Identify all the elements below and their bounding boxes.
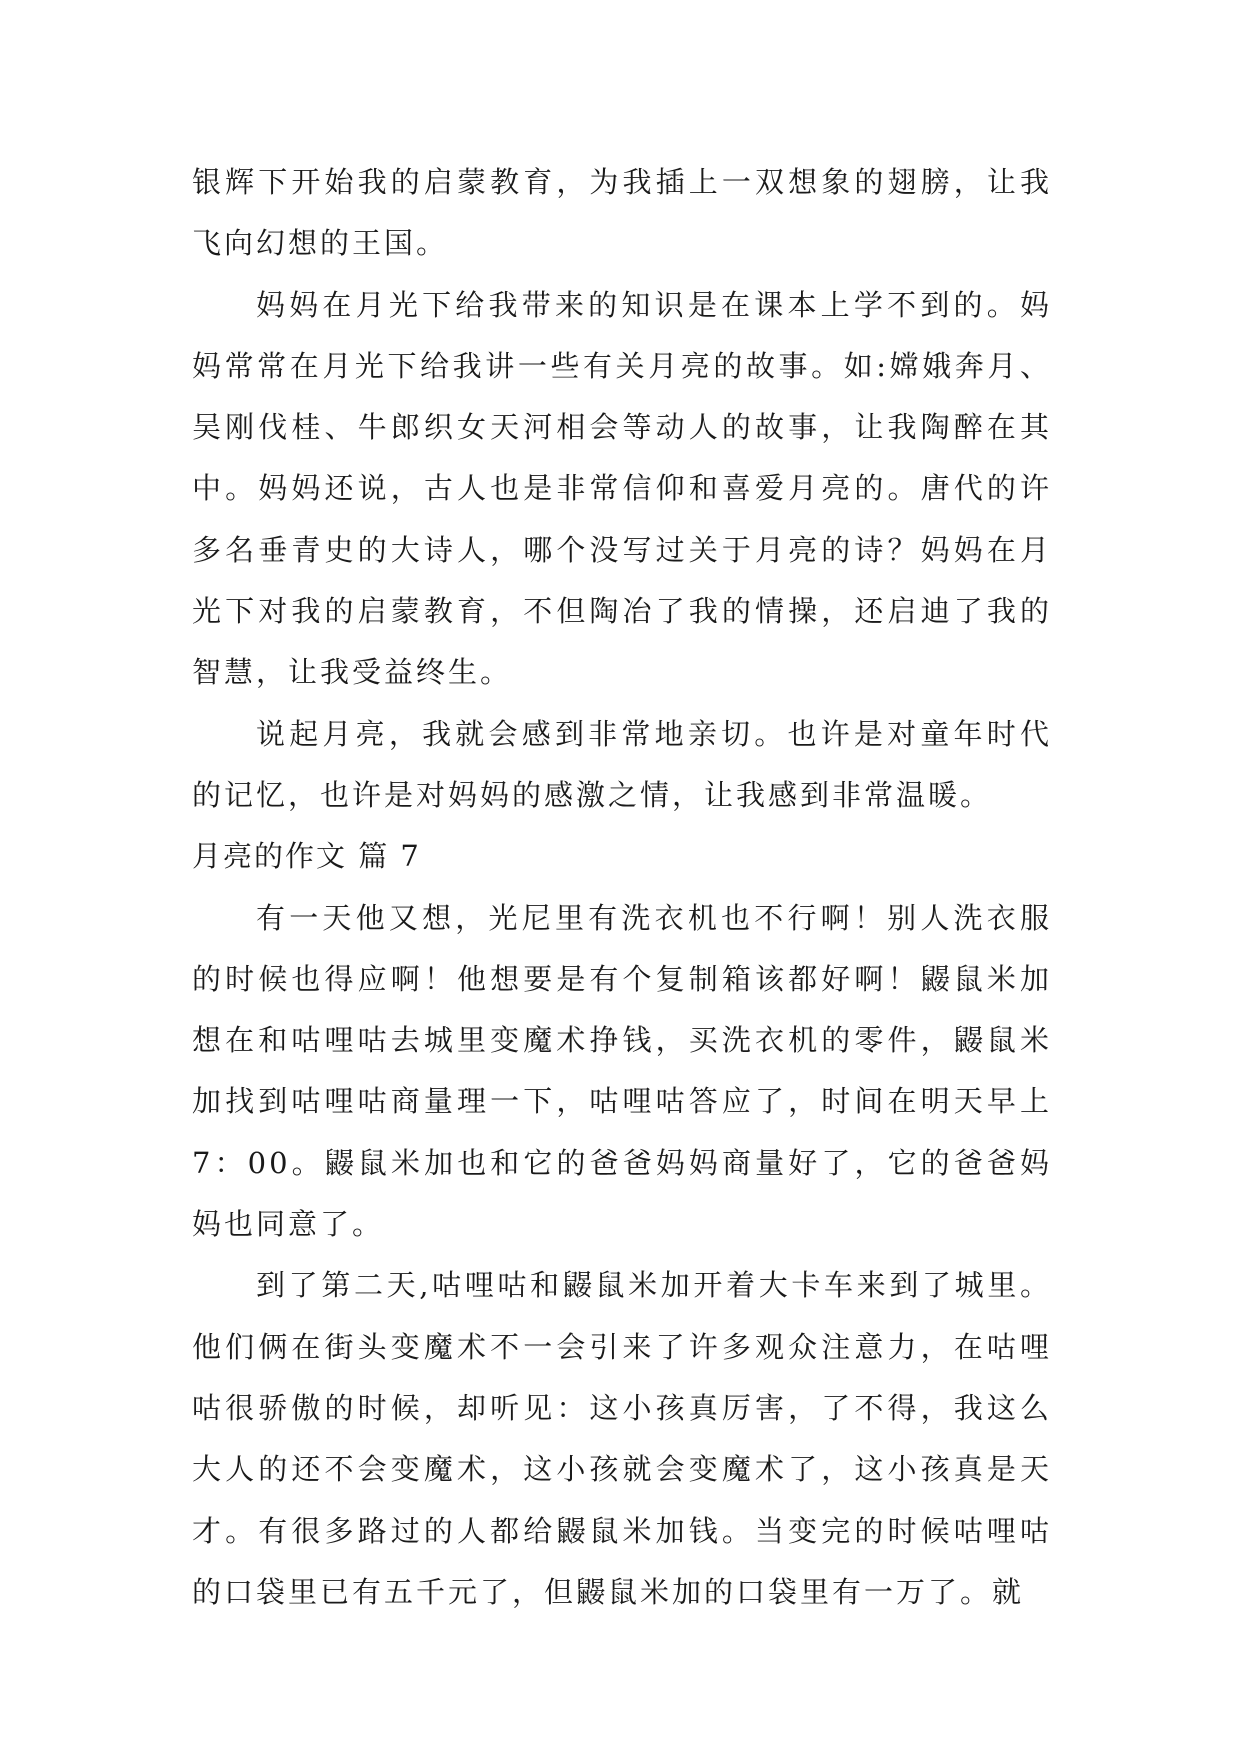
paragraph: 有一天他又想，光尼里有洗衣机也不行啊！别人洗衣服的时候也得应啊！他想要是有个复制箱该都好啊！鼹鼠米加想在和咕哩咕去城里变魔术挣钱，买洗衣机的零件，鼹鼠米加找到咕哩咕商量理一下，咕哩咕答应了，时间在明天早上 7：00。鼹鼠米加也和它的爸爸妈妈商量好了，它的爸爸妈妈也同意了。	[192, 900, 1052, 1242]
paragraph: 妈妈在月光下给我带来的知识是在课本上学不到的。妈妈常常在月光下给我讲一些有关月亮的故事。如:嫦娥奔月、吴刚伐桂、牛郎织女天河相会等动人的故事，让我陶醉在其中。妈妈还说，古人也是非常信仰和喜爱月亮的。唐代的许多名垂青史的大诗人，哪个没写过关于月亮的诗？妈妈在月光下对我的启蒙教育，不但陶冶了我的情操，还启迪了我的智慧，让我受益终生。	[192, 287, 1052, 690]
section-heading: 月亮的作文 篇 7	[192, 839, 421, 874]
paragraph: 银辉下开始我的启蒙教育，为我插上一双想象的翅膀，让我飞向幻想的王国。	[192, 165, 1052, 261]
paragraph: 到了第二天,咕哩咕和鼹鼠米加开着大卡车来到了城里。他们俩在街头变魔术不一会引来了许多观众注意力，在咕哩咕很骄傲的时候，却听见：这小孩真厉害，了不得，我这么大人的还不会变魔术，这小孩就会变魔术了，这小孩真是天才。有很多路过的人都给鼹鼠米加钱。当变完的时候咕哩咕的口袋里已有五千元了，但鼹鼠米加的口袋里有一万了。就	[192, 1268, 1052, 1609]
paragraph: 说起月亮，我就会感到非常地亲切。也许是对童年时代的记忆，也许是对妈妈的感激之情，让我感到非常温暖。	[192, 716, 1052, 812]
document-body	[192, 152, 1052, 1623]
